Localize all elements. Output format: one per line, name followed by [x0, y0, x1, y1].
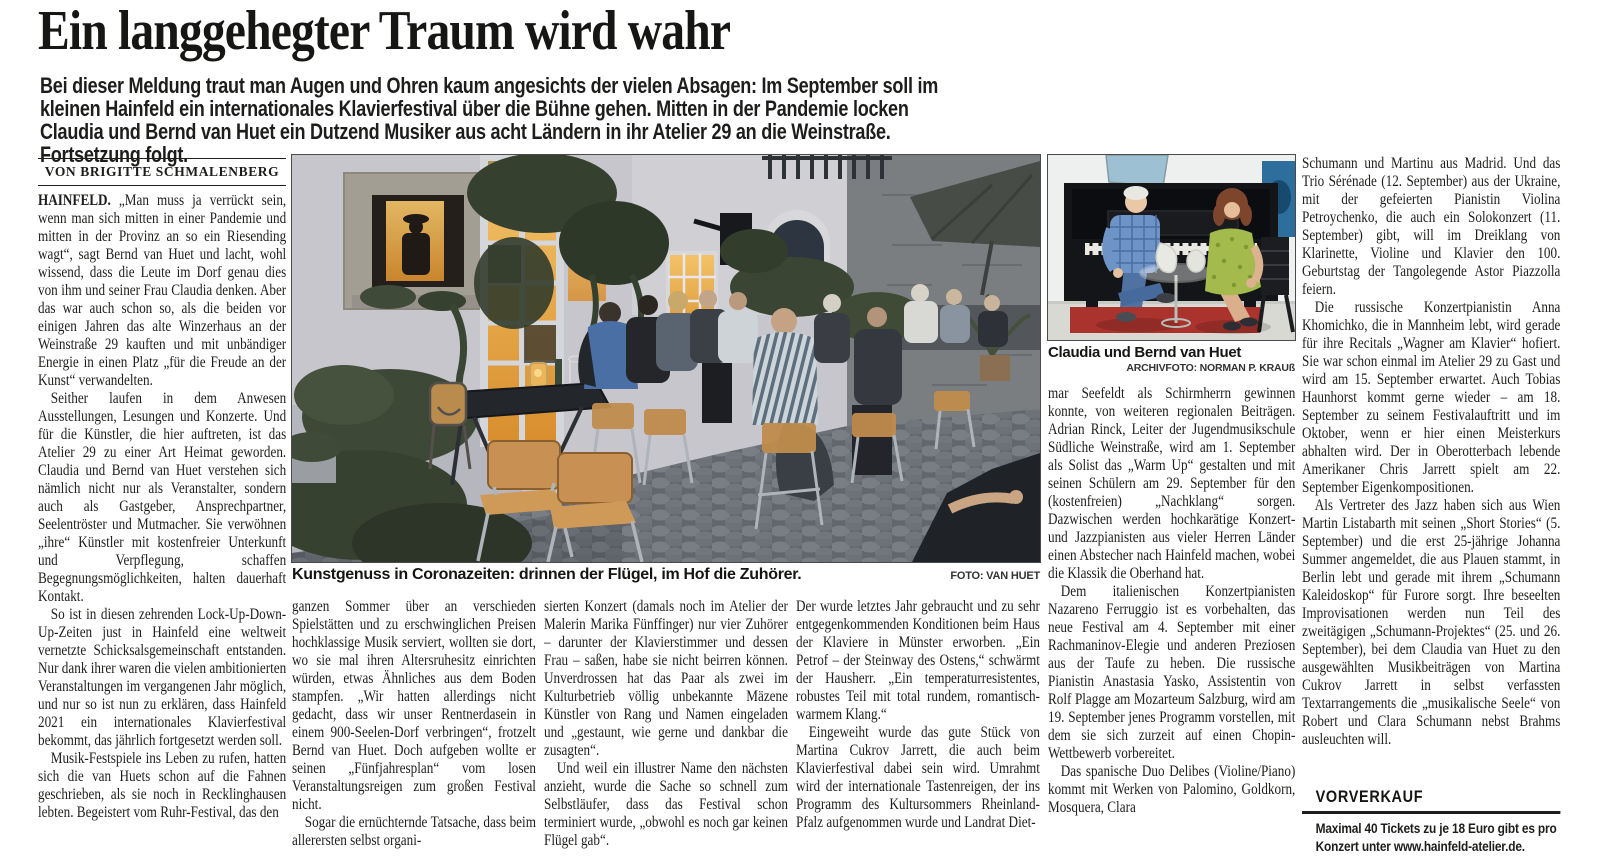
paragraph: Musik-Festspiele ins Leben zu rufen, hatten sich die van Huets schon auf die Fahnen geschrieben, als sie noch in Recklinghausen lebten. Begeistert vom Ruhr-Festival, das den	[38, 750, 287, 821]
paragraph: Eingeweiht wurde das gute Stück von Martina Cukrov Jarrett, die auch beim Klavierfestival dabei sein wird. Umrahmt wird der internationale Tastenreigen, der ins Programm des Kultursommers Rheinland-Pfalz aufgenommen wurde und Landrat Diet-	[796, 724, 1040, 831]
paragraph: ganzen Sommer über an verschieden Spielstätten und zu erschwinglichen Preisen hochklassige Musik serviert, wollten sie dort, wo sie mal ihren Altersruhesitz einrichten würden, etwas Ähnliches aus dem Boden stampfen. „Wir hatten allerdings nicht gedacht, dass wir unser Rentnerdasein in einem 900-Seelen-Dorf verbringen“, frotzelt Bernd van Huet. Doch aufgeben wollte er seinen „Fünfjahresplan“ vom losen Veranstaltungsreigen zum großen Festival nicht.	[292, 598, 536, 813]
article-column-1	[38, 192, 286, 863]
windowsill-plant	[360, 285, 416, 309]
paragraph: Dem italienischen Konzertpianisten Nazareno Ferruggio ist es vorbehalten, das neue Festival am 4. September mit einer Rachmaninov-Elegie und anderen Preziosen aus der Taufe zu heben. Die russische Pianistin Anastasia Yasko, Assistentin von Rolf Plagge am Mozarteum Salzburg, wird am 19. September jenes Programm vorstellen, mit dem sie sich zurzeit auf einen Chopin-Wettbewerb vorbereitet.	[1048, 583, 1296, 762]
courtyard-photo	[292, 155, 1040, 562]
courtyard-photo-art	[292, 155, 1040, 562]
paragraph: Und weil ein illustrer Name den nächsten anzieht, wurde die Sache so schnell zum Selbstläufer, dass das Festival schon terminiert wurde, „obwohl es noch gar keinen Flügel gab“.	[544, 760, 788, 849]
article-column-6	[1302, 155, 1560, 777]
portrait-photo	[1048, 155, 1295, 340]
paragraph: Als Vertreter des Jazz haben sich aus Wien Martin Listabarth mit seinen „Short Stories“ (5. September) und die erst 25-jährige Johanna Summer angemeldet, die aus Plauen stammt, in Berlin lebt und gerade mit ihrem „Schumann Kaleidoskop“ für Furore sorgt. Ihre beseelten Improvisationen werden nun Teil des zweitägigen „Schumann-Projektes“ (25. und 26. September), bei dem Claudia van Huet zu den ausgewählten Musikbeiträgen von Martina Cukrov Jarrett in selbst verfassten Textarrangements die „musikalische Seele“ von Robert und Clara Schumann nebst Brahms ausleuchten will.	[1302, 497, 1561, 748]
main-caption: Kunstgenuss in Coronazeiten: drinnen der Flügel, im Hof die Zuhörer.	[292, 566, 802, 583]
striped-shirt-man	[752, 332, 818, 425]
white-hair	[1124, 186, 1149, 200]
plant-pot	[980, 355, 1010, 381]
paragraph: So ist in diesen zehrenden Lock-Up-Down-Up-Zeiten just in Hainfeld eine weltweit vernetzte Schicksalsgemeinschaft entstanden. Nur dank ihrer waren die vielen ambitionierten Veranstaltungen im vergangenen Jahr möglich, und nur so ist nun zu erklären, dass Hainfeld 2021 ein internationales Klavierfestival bekommt, das jährlich fortgesetzt werden soll.	[38, 606, 287, 749]
vase	[1187, 250, 1205, 272]
dateline: HAINFELD.	[38, 192, 111, 209]
paragraph: Schumann und Martinu aus Madrid. Und das Trio Sérénade (12. September) aus der Ukraine, mit der gefeierten Pianistin Violina Petroychenko, die auch ein Solokonzert (11. September) gibt, will im Dreiklang von Klarinette, Violine und Klavier den 100. Geburtstag der Tangolegende Astor Piazzolla feiern.	[1302, 155, 1561, 298]
paragraph: Sogar die ernüchternde Tatsache, dass beim allerersten selbst organi-	[292, 814, 536, 849]
main-photo-credit: FOTO: VAN HUET	[950, 570, 1040, 582]
paragraph: Die russische Konzertpianistin Anna Khomichko, die in Mannheim lebt, wird gerade für ihre Recitals „Wagner am Klavier“ hofiert. Sie war schon einmal im Atelier 29 zu Gast und wird am 15. September erwartet. Auch Tobias Haunhorst kommt gerne wieder – am 18. September zu seinem Festivalauftritt und im Oktober, wenn er hier einen Meisterkurs abhalten wird. Der in Oberotterbach lebende Amerikaner Chris Jarrett spielt am 22. September Eigenkompositionen.	[1302, 299, 1561, 496]
article-column-3	[544, 598, 788, 863]
plaid-shirt	[1110, 215, 1160, 273]
byline	[38, 158, 286, 186]
article-column-2	[292, 598, 536, 863]
headline: Ein langgehegter Traum wird wahr	[38, 0, 731, 62]
portrait-caption-block	[1048, 344, 1295, 374]
main-caption-row	[292, 566, 1040, 584]
vorverkauf-box	[1302, 787, 1560, 855]
byline-text: VON BRIGITTE SCHMALENBERG	[44, 164, 280, 179]
portrait-caption: Claudia und Bernd van Huet	[1048, 344, 1242, 361]
article-column-4	[796, 598, 1040, 863]
paragraph: Der wurde letztes Jahr gebraucht und zu sehr entgegenkommenden Konditionen beim Haus der Klaviere in Münster erworben. „Ein Petrof – der Steinway des Ostens,“ schwärmt der Hausherr. „Ein temperaturresistentes, robustes Teil mit total rundem, romantisch-warmem Klang.“	[796, 598, 1040, 723]
portrait-photo-credit: ARCHIVFOTO: NORMAN P. KRAUß	[1126, 362, 1295, 374]
paragraph: sierten Konzert (damals noch im Atelier der Malerin Marika Fünffinger) nur vier Zuhörer – darunter der Klavierstimmer und dessen Frau – saßen, habe sie nicht beirren können. Unverdrossen hat das Paar als zwei im Kulturbetrieb völlig unbekannte Mäzene Künstler von Rang und Namen eingeladen und „gestaunt, wie gerne und dankbar die zusagten“.	[544, 598, 788, 759]
article-column-5	[1048, 385, 1295, 863]
paragraph: HAINFELD. „Man muss ja verrückt sein, wenn man sich mitten in einer Pandemie und mitten in der Provinz an so ein Riesending wagt“, sagt Bernd van Huet und lacht, wohl wissend, dass die Leute im Dorf genau dies von ihm und seiner Frau Claudia denken. Aber das war auch schon so, als die beiden vor einigen Jahren das alte Winzerhaus an der Weinstraße 29 kauften und mit unbändiger Energie in einen Platz „für die Freude an der Kunst“ verwandelten.	[38, 192, 287, 389]
paragraph: Seither laufen in dem Anwesen Ausstellungen, Lesungen und Konzerte. Und für die Künstler, die hier auftreten, ist das Atelier 29 zu einer Art Heimat geworden. Claudia und Bernd van Huet verstehen sich nämlich nicht nur als Veranstalter, sondern auch als Gastgeber, Ansprechpartner, Seelentröster und Mutmacher. Sie verwöhnen „ihre“ Künstler mit kostenfreier Unterkunft und Verpflegung, schaffen Begegnungsmöglichkeiten, halten dauerhaft Kontakt.	[38, 390, 287, 605]
paragraph: Das spanische Duo Delibes (Violine/Piano) kommt mit Werken von Palomino, Goldkorn, Mosquera, Clara	[1048, 763, 1296, 816]
subhead: Bei dieser Meldung traut man Augen und Ohren kaum angesichts der vielen Absagen: Im September soll im kleinen Hainfeld ein internationales Klavierfestival über die Bühne gehen. Mitten in der Pandemie locken Claudia und Bernd van Huet ein Dutzend Musiker aus acht Ländern in ihr Atelier 29 an die Weinstraße. Fortsetzung folgt.	[40, 73, 939, 167]
vorverkauf-text: Maximal 40 Tickets zu je 18 Euro gibt es pro Konzert unter www.hainfeld-atelier.de.	[1315, 820, 1557, 854]
vorverkauf-title: VORVERKAUF	[1302, 787, 1560, 814]
portrait-photo-art	[1048, 155, 1295, 340]
paragraph: mar Seefeldt als Schirmherrn gewinnen konnte, von weiteren regionalen Beiträgen. Adrian Rinck, Leiter der Jugendmusikschule Südliche Weinstraße, wird am 1. September als Solist das „Warm Up“ gestalten und mit seinen Schülern am 29. September für den (kostenfreien) „Nachklang“ sorgen. Dazwischen werden hochkarätige Konzert- und Jazzpianisten aus vieler Herren Länder einen Abstecher nach Hainfeld machen, wobei die Klassik die Oberhand hat.	[1048, 385, 1296, 582]
